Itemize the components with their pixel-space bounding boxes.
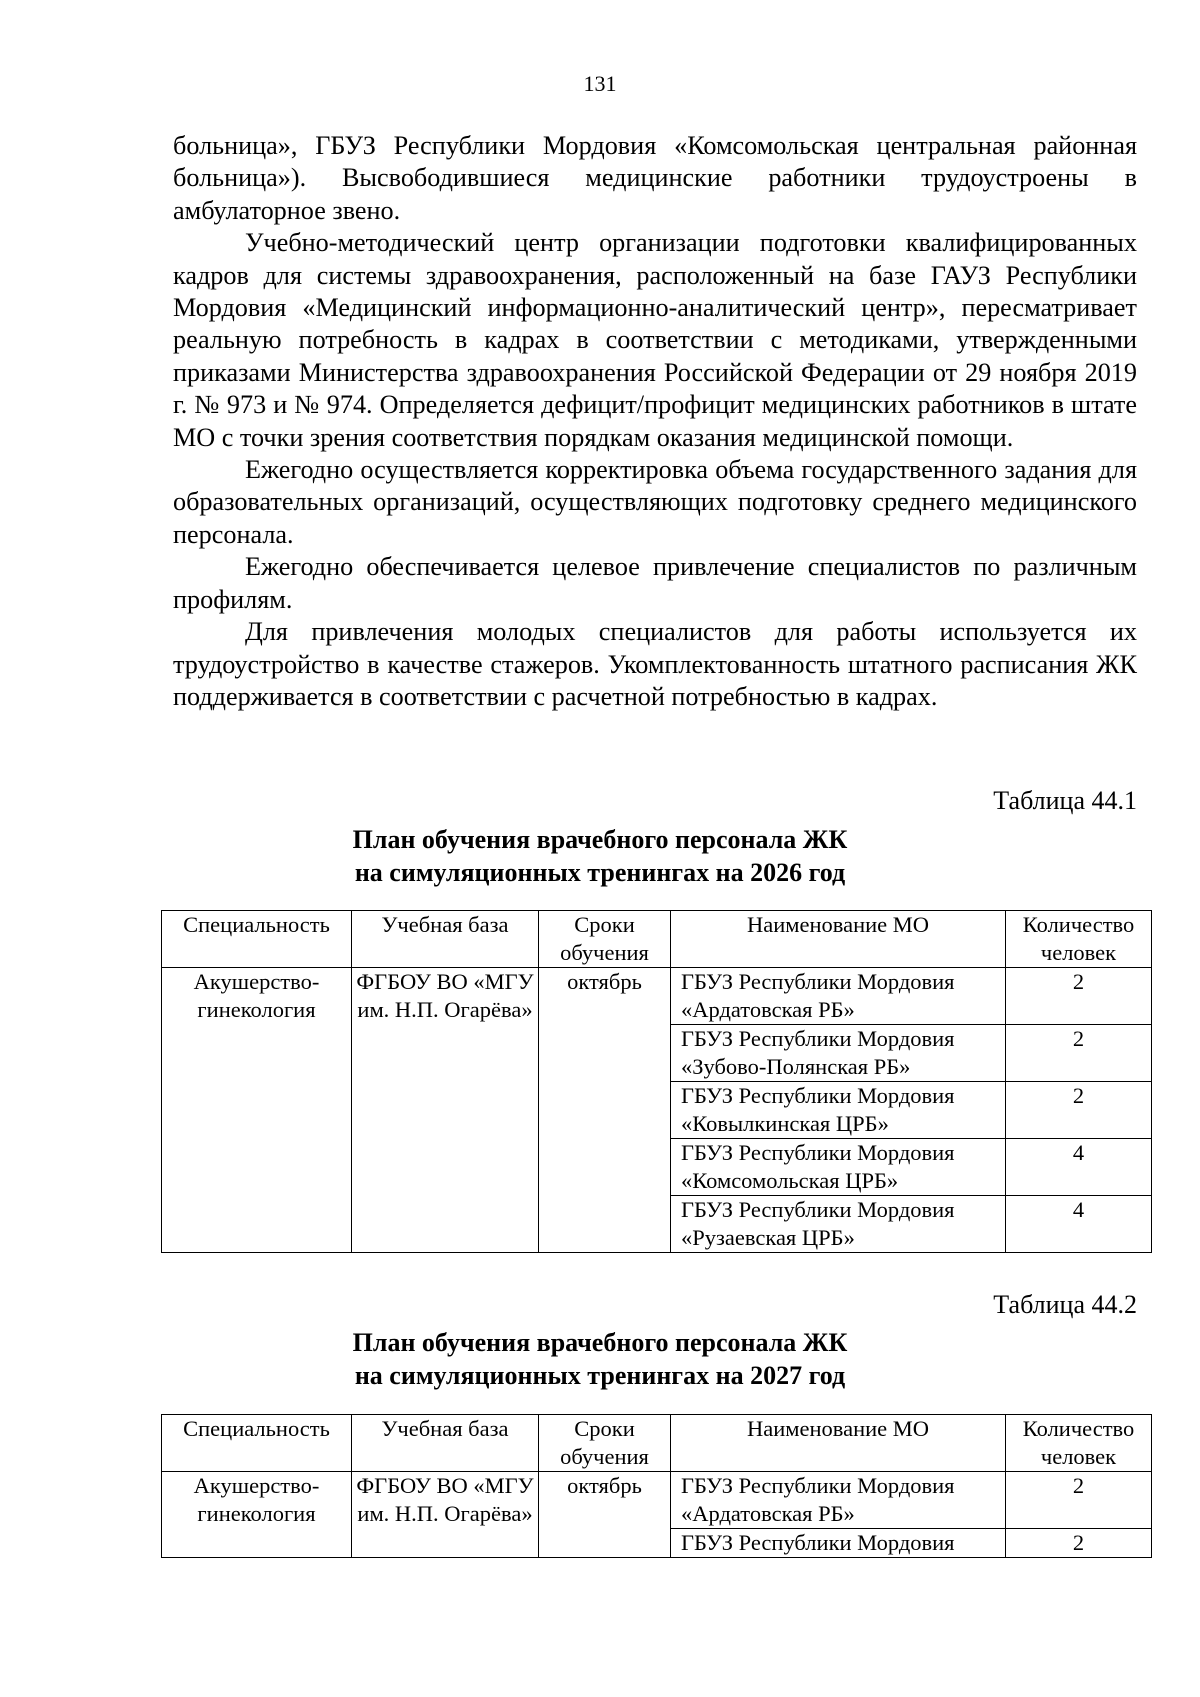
paragraph: Ежегодно осуществляется корректировка объема государственного задания для образовательных организаций, осуществляющих подготовку среднего медицинского персонала. <box>173 455 1137 549</box>
mo-name-cell: ГБУЗ Республики Мордовия «Ардатовская РБ» <box>671 968 1006 1025</box>
training-base-cell: ФГБОУ ВО «МГУ им. Н.П. Огарёва» <box>352 1472 539 1558</box>
column-header: Учебная база <box>352 1415 539 1472</box>
mo-name-cell: ГБУЗ Республики Мордовия «Зубово-Полянская РБ» <box>671 1025 1006 1082</box>
table-title <box>0 823 1200 889</box>
term-cell: октябрь <box>539 1472 671 1558</box>
column-header: Количество человек <box>1006 1415 1152 1472</box>
paragraph: Учебно-методический центр организации подготовки квалифицированных кадров для системы здравоохранения, расположенный на базе ГАУЗ Республики Мордовия «Медицинский информационно-аналитический центр», пересматривает реальную потребность в кадрах в соответствии с методиками, утвержденными приказами Министерства здравоохранения Российской Федерации от 29 ноября 2019 г. № 973 и № 974. Определяется дефицит/профицит медицинских работников в штате МО с точки зрения соответствия порядкам оказания медицинской помощи. <box>173 228 1137 452</box>
page-number: 131 <box>583 71 617 96</box>
table-title-line: на симуляционных тренингах на 2026 год <box>354 858 846 887</box>
table-title-line: План обучения врачебного персонала ЖК <box>352 825 848 854</box>
count-cell: 4 <box>1006 1196 1152 1253</box>
column-header: Сроки обучения <box>539 911 671 968</box>
training-plan-table <box>161 910 1152 1253</box>
specialty-cell: Акушерство-гинекология <box>162 1472 352 1558</box>
column-header: Количество человек <box>1006 911 1152 968</box>
table-label: Таблица 44.2 <box>993 1290 1137 1319</box>
count-cell: 2 <box>1006 1025 1152 1082</box>
count-cell: 4 <box>1006 1139 1152 1196</box>
table-title-line: на симуляционных тренингах на 2027 год <box>354 1361 846 1390</box>
table-header-row <box>162 1415 1152 1472</box>
column-header: Сроки обучения <box>539 1415 671 1472</box>
body-text <box>173 130 1137 713</box>
paragraph: Для привлечения молодых специалистов для работы используется их трудоустройство в качестве стажеров. Укомплектованность штатного расписания ЖК поддерживается в соответствии с расчетной потребностью в кадрах. <box>173 617 1137 711</box>
table-title-line: План обучения врачебного персонала ЖК <box>352 1328 848 1357</box>
table-row <box>162 1472 1152 1529</box>
column-header: Наименование МО <box>671 911 1006 968</box>
mo-name-cell: ГБУЗ Республики Мордовия «Ковылкинская ЦРБ» <box>671 1082 1006 1139</box>
count-cell: 2 <box>1006 1529 1152 1558</box>
mo-name-cell: ГБУЗ Республики Мордовия «Рузаевская ЦРБ» <box>671 1196 1006 1253</box>
count-cell: 2 <box>1006 1472 1152 1529</box>
mo-name-cell: ГБУЗ Республики Мордовия «Ардатовская РБ» <box>671 1472 1006 1529</box>
term-cell: октябрь <box>539 968 671 1253</box>
table-title <box>0 1326 1200 1392</box>
specialty-cell: Акушерство-гинекология <box>162 968 352 1253</box>
mo-name-cell: ГБУЗ Республики Мордовия «Комсомольская ЦРБ» <box>671 1139 1006 1196</box>
column-header: Специальность <box>162 911 352 968</box>
column-header: Наименование МО <box>671 1415 1006 1472</box>
paragraph: Ежегодно обеспечивается целевое привлечение специалистов по различным профилям. <box>173 552 1137 614</box>
mo-name-cell: ГБУЗ Республики Мордовия <box>671 1529 1006 1558</box>
table-row <box>162 968 1152 1025</box>
column-header: Специальность <box>162 1415 352 1472</box>
table-header-row <box>162 911 1152 968</box>
table-label: Таблица 44.1 <box>993 786 1137 815</box>
training-plan-table <box>161 1414 1152 1558</box>
column-header: Учебная база <box>352 911 539 968</box>
training-base-cell: ФГБОУ ВО «МГУ им. Н.П. Огарёва» <box>352 968 539 1253</box>
count-cell: 2 <box>1006 968 1152 1025</box>
count-cell: 2 <box>1006 1082 1152 1139</box>
paragraph: больница», ГБУЗ Республики Мордовия «Комсомольская центральная районная больница»). Высвободившиеся медицинские работники трудоустроены в амбулаторное звено. <box>173 131 1137 225</box>
